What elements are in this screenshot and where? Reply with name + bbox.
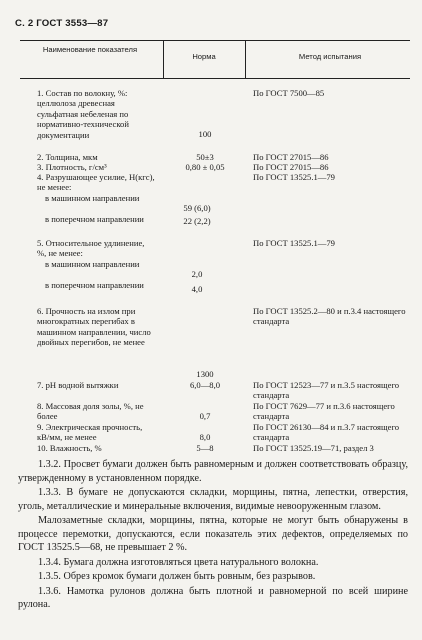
column-divider [163,40,164,78]
table-row [37,193,417,214]
row-method: По ГОСТ 13525.2—80 и п.3.4 настоящего стандарта [253,306,406,327]
row-method: По ГОСТ 13525.1—79 [253,172,335,182]
row-name: 8. Массовая доля золы, %, не более [37,401,144,422]
row-norm: 5—8 [196,443,214,453]
paragraph: 1.3.3. В бумаге не допускаются складки, морщины, пятна, лепестки, отверстия, уголь, металлические и минеральные включения, видимые невооруженным глазом. [18,487,408,512]
row-name: 1. Состав по волокну, %: целлюлоза древесная сульфатная небеленая по нормативно-технической документации [37,88,129,140]
table-row [37,162,417,172]
table-row [37,214,417,238]
header-method: Метод испытания [298,52,362,61]
table-row [37,401,417,422]
paragraph: 1.3.4. Бумага должна изготовляться цвета натурального волокна. [38,556,319,568]
row-norm: 50±3 [196,152,214,162]
page-header: С. 2 ГОСТ 3553—87 [15,18,109,29]
row-method: По ГОСТ 7500—85 [253,88,325,98]
row-method: По ГОСТ 27015—86 [253,162,329,172]
table-body [37,88,417,464]
row-method: По ГОСТ 26130—84 и п.3.7 настоящего стандарта [253,422,400,443]
row-method: По ГОСТ 13525.1—79 [253,238,335,248]
row-norm: 1300 [196,369,214,379]
table-row [37,380,417,401]
row-norm: 100 [198,129,212,139]
table-row [37,172,417,193]
row-name: в поперечном направлении [45,214,144,224]
row-norm: 6,0—8,0 [189,380,221,390]
paragraph: Малозаметные складки, морщины, пятна, которые не могут быть обнаружены в процессе перемотки, допускаются, если показатель этих дефектов, определяемых по ГОСТ 13525.5—68, не превышает 2 %. [18,515,408,553]
column-divider [245,40,246,78]
table-row [37,152,417,162]
paragraph: 1.3.5. Обрез кромок бумаги должен быть ровным, без разрывов. [38,571,316,582]
row-method: По ГОСТ 27015—86 [253,152,329,162]
body-text [18,458,408,612]
table-row [37,306,417,380]
row-method: По ГОСТ 12523—77 и п.3.5 настоящего стандарта [253,380,400,401]
paragraph: 1.3.6. Намотка рулонов должна быть плотной и равномерной по всей ширине рулона. [18,585,408,610]
row-name: 7. pH водной вытяжки [37,380,119,390]
row-name: 5. Относительное удлинение, %, не менее: [37,238,145,259]
table-row [37,280,417,306]
row-name: 10. Влажность, % [37,443,102,453]
table-row [37,88,417,152]
row-name: 4. Разрушающее усилие, Н(кгс), не менее: [37,172,155,193]
row-name: 3. Плотность, г/см³ [37,162,107,172]
table-row [37,422,417,443]
row-norm: 4,0 [191,284,203,294]
table-row [37,259,417,280]
row-norm: 0,7 [199,411,211,421]
table-top-rule [20,40,410,41]
row-name: 2. Толщина, мкм [37,152,98,162]
row-name: в машинном направлении [45,259,140,269]
row-method: По ГОСТ 7629—77 и п.3.6 настоящего стандарта [253,401,395,422]
row-norm: 22 (2,2) [183,216,211,226]
row-name: в машинном направлении [45,193,140,203]
table-header-rule [20,78,410,79]
row-method: По ГОСТ 13525.19—71, раздел 3 [253,443,374,453]
row-norm: 2,0 [191,269,203,279]
row-norm: 59 (6,0) [183,203,211,213]
row-name: 6. Прочность на излом при многократных перегибах в машинном направлении, число двойных перегибов, не менее [37,306,151,348]
row-norm: 8,0 [199,432,211,442]
table-row [37,238,417,259]
paragraph: 1.3.2. Просвет бумаги должен быть равномерным и должен соответствовать образцу, утвержденному в установленном порядке. [18,459,408,484]
row-name: 9. Электрическая прочность, кВ/мм, не менее [37,422,143,443]
header-indicator: Наименование показателя [42,45,138,54]
row-name: в поперечном направлении [45,280,144,290]
row-norm: 0,80 ± 0,05 [185,162,225,172]
header-norm: Норма [192,52,216,61]
